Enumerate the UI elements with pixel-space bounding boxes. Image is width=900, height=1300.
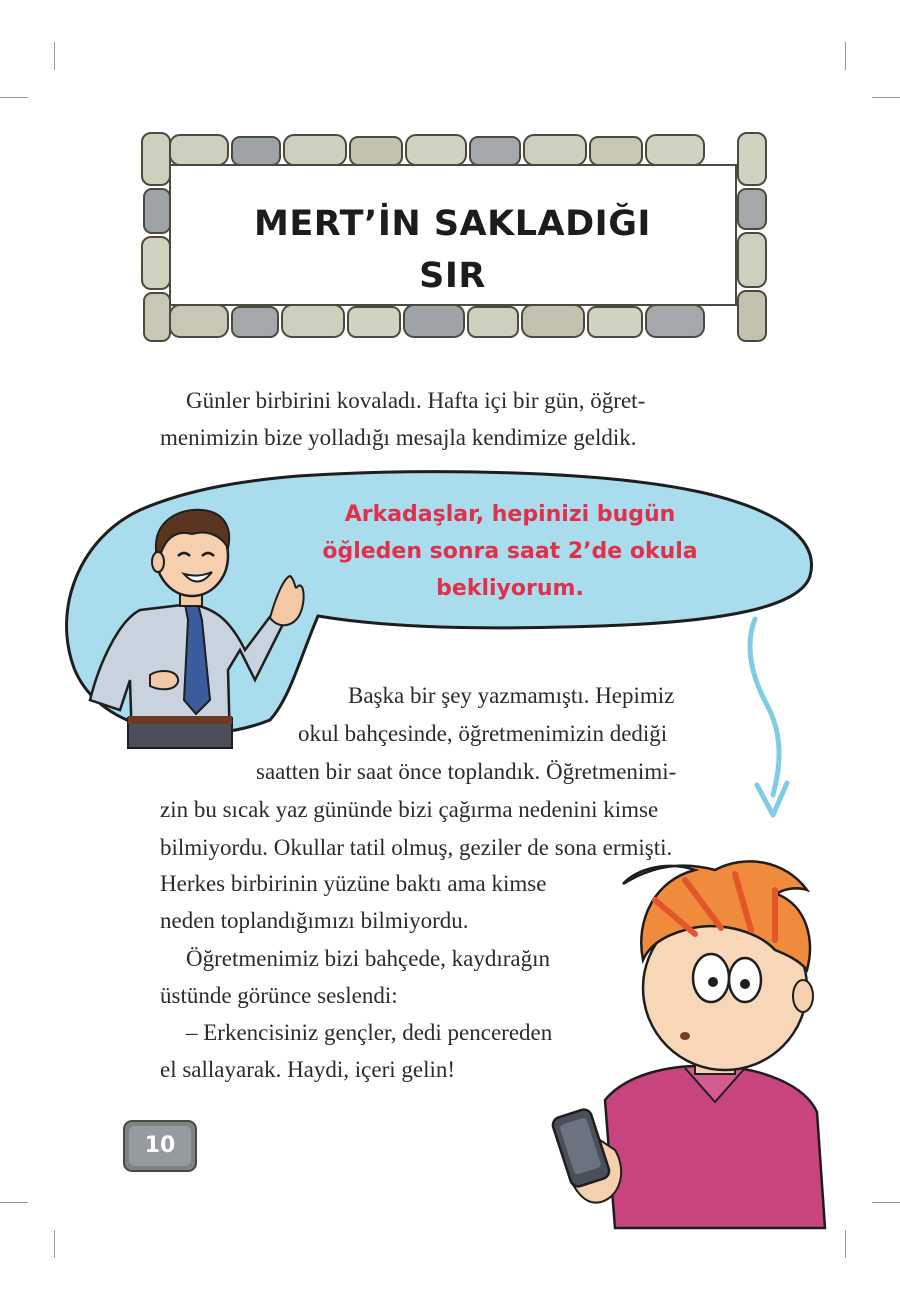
- message-line: Arkadaşlar, hepinizi bugün: [344, 502, 676, 527]
- message-line: öğleden sonra saat 2’de okula: [322, 539, 698, 564]
- crop-mark: [54, 1230, 55, 1258]
- crop-mark: [54, 42, 55, 70]
- crop-mark: [0, 1202, 28, 1203]
- chapter-title-line2: SIR: [419, 256, 486, 296]
- message-line: bekliyorum.: [436, 576, 584, 601]
- chapter-title: [175, 198, 730, 302]
- curly-arrow-icon: [735, 615, 795, 825]
- teacher-message: [290, 496, 730, 607]
- chapter-title-line1: MERT’İN SAKLADIĞI: [254, 204, 651, 244]
- body-line: bilmiyordu. Okullar tatil olmuş, geziler de sona ermişti.: [160, 835, 673, 860]
- crop-mark: [845, 42, 846, 70]
- body-line: el sallayarak. Haydi, içeri gelin!: [160, 1057, 456, 1082]
- crop-mark: [872, 1202, 900, 1203]
- body-line: üstünde görünce seslendi:: [160, 983, 398, 1008]
- body-line: Öğretmenimiz bizi bahçede, kaydırağın: [186, 946, 551, 971]
- crop-mark: [872, 97, 900, 98]
- body-line: Başka bir şey yazmamıştı. Hepimiz: [348, 683, 675, 708]
- body-line: Herkes birbirinin yüzüne baktı ama kimse: [160, 871, 547, 896]
- body-line: neden toplandığımızı bilmiyordu.: [160, 908, 469, 933]
- body-line: saatten bir saat önce toplandık. Öğretmenimi-: [256, 759, 677, 784]
- crop-mark: [845, 1230, 846, 1258]
- intro-line: Günler birbirini kovaladı. Hafta içi bir gün, öğret-: [186, 388, 646, 413]
- page-number: 10: [144, 1133, 176, 1158]
- body-line: zin bu sıcak yaz gününde bizi çağırma nedenini kimse: [160, 797, 659, 822]
- intro-line: menimizin bize yolladığı mesajla kendimize geldik.: [160, 425, 637, 450]
- boy-with-phone-illustration: [545, 850, 845, 1228]
- body-line: – Erkencisiniz gençler, dedi pencereden: [186, 1020, 553, 1045]
- teacher-illustration: [80, 500, 310, 750]
- body-line: okul bahçesinde, öğretmenimizin dediği: [298, 721, 668, 746]
- crop-mark: [0, 97, 28, 98]
